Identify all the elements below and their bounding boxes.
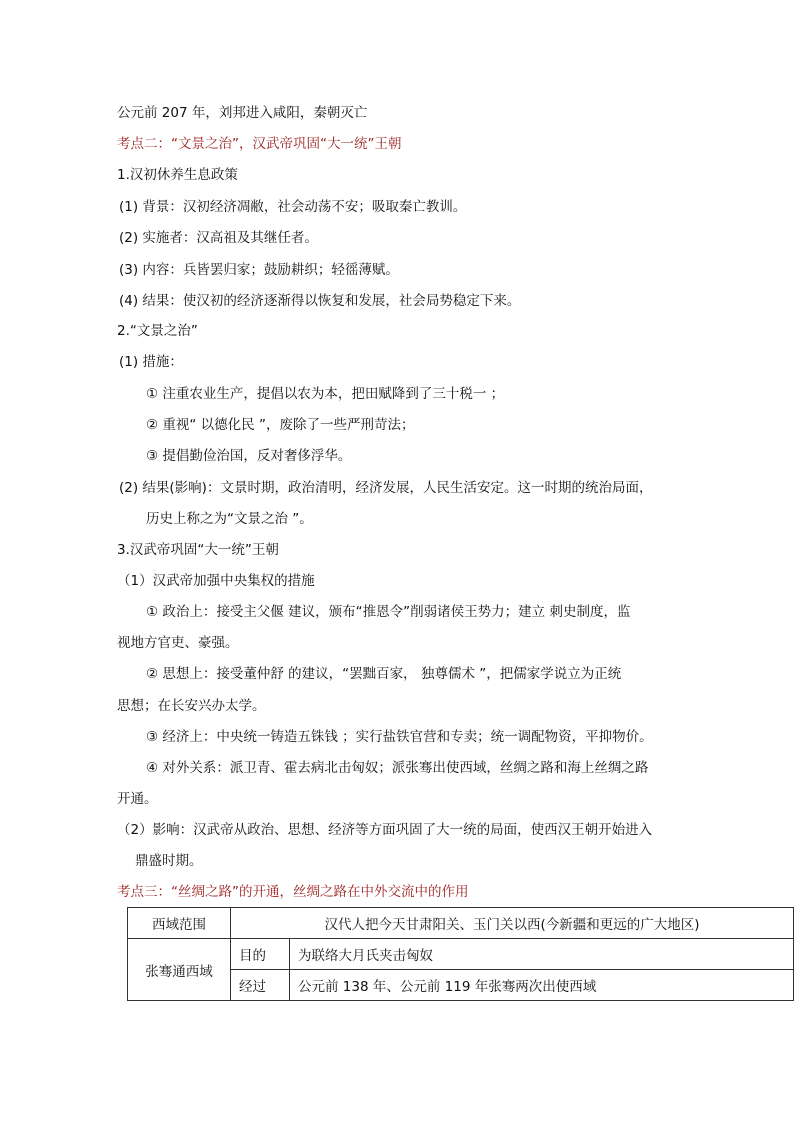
text-line: 鼎盛时期。: [135, 853, 203, 869]
section-heading: 考点三：“丝绸之路”的开通，丝绸之路在中外交流中的作用: [117, 884, 469, 900]
list-item: ③ 提倡勤俭治国，反对奢侈浮华。: [146, 448, 352, 464]
subheading: 1.汉初休养生息政策: [117, 167, 238, 183]
text-line: (1) 措施：: [119, 354, 183, 370]
text-line: （1）汉武帝加强中央集权的措施: [117, 573, 315, 589]
list-item: ③ 经济上：中央统一铸造五铢钱 ；实行盐铁官营和专卖；统一调配物资，平抑物价。: [146, 729, 653, 745]
text-line: 公元前 207 年，刘邦进入咸阳，秦朝灭亡: [117, 105, 368, 121]
text-line: （2）影响：汉武帝从政治、思想、经济等方面巩固了大一统的局面，使西汉王朝开始进入: [117, 822, 653, 838]
table-cell: 为联络大月氏夹击匈奴: [290, 939, 794, 970]
list-item: ④ 对外关系：派卫青、霍去病北击匈奴；派张骞出使西域，丝绸之路和海上丝绸之路: [146, 760, 649, 776]
table-row: [128, 908, 794, 939]
table-row: [128, 939, 794, 970]
subheading: 3.汉武帝巩固“大一统”王朝: [117, 542, 279, 558]
list-item: ① 注重农业生产，提倡以农为本，把田赋降到了三十税一 ；: [146, 386, 505, 402]
table-cell: 公元前 138 年、公元前 119 年张骞两次出使西域: [290, 970, 794, 1001]
silk-road-table: [127, 907, 794, 1001]
text-line: (2) 结果(影响)：文景时期，政治清明，经济发展，人民生活安定。这一时期的统治局面，: [119, 480, 653, 496]
table-cell: 西域范围: [128, 908, 231, 939]
text-line: 开通。: [117, 791, 158, 807]
list-item: ① 政治上：接受主父偃 建议，颁布“推恩令”削弱诸侯王势力；建立 刺史制度，监: [146, 604, 631, 620]
subheading: 2.“文景之治”: [117, 323, 198, 339]
table-cell: 目的: [231, 939, 290, 970]
table-cell: 经过: [231, 970, 290, 1001]
section-heading: 考点二：“文景之治”，汉武帝巩固“大一统”王朝: [117, 136, 402, 152]
list-item: ② 思想上：接受董仲舒 的建议，“罢黜百家， 独尊儒术 ”，把儒家学说立为正统: [146, 666, 622, 682]
text-line: 思想；在长安兴办太学。: [117, 698, 266, 714]
text-line: (3) 内容：兵皆罢归家；鼓励耕织；轻徭薄赋。: [119, 262, 399, 278]
text-line: (1) 背景：汉初经济凋敝，社会动荡不安；吸取秦亡教训。: [119, 199, 467, 215]
text-line: (2) 实施者：汉高祖及其继任者。: [119, 230, 318, 246]
table-cell: 汉代人把今天甘肃阳关、玉门关以西(今新疆和更远的广大地区): [231, 908, 794, 939]
text-line: 视地方官吏、豪强。: [117, 635, 239, 651]
table-cell: 张骞通西域: [128, 939, 231, 1001]
text-line: 历史上称之为“文景之治 ”。: [146, 511, 313, 527]
list-item: ② 重视“ 以德化民 ”，废除了一些严刑苛法；: [146, 417, 415, 433]
text-line: (4) 结果：使汉初的经济逐渐得以恢复和发展，社会局势稳定下来。: [119, 293, 521, 309]
